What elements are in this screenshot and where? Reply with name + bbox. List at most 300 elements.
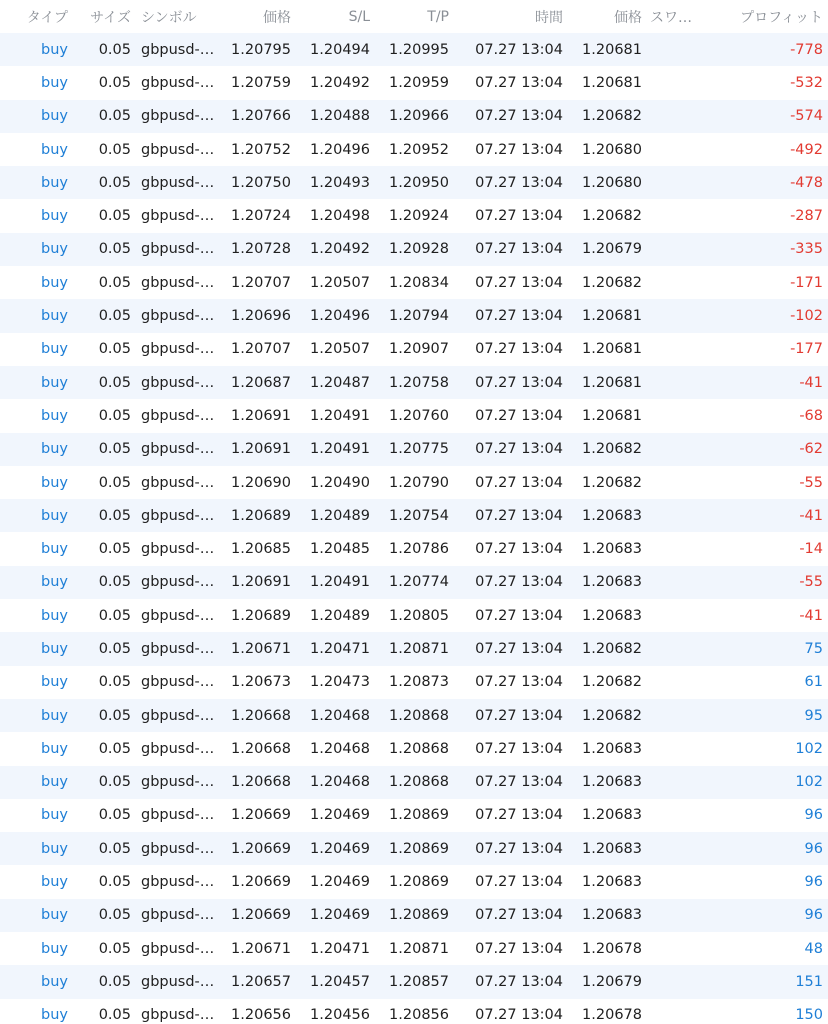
table-row[interactable] xyxy=(0,799,828,832)
table-row[interactable] xyxy=(0,66,828,99)
table-row[interactable] xyxy=(0,133,828,166)
cell-profit: -41 xyxy=(799,607,823,624)
cell-type: buy xyxy=(41,108,68,125)
table-row[interactable] xyxy=(0,632,828,665)
cell-time: 07.27 13:04 xyxy=(475,740,563,757)
cell-price: 1.20752 xyxy=(231,141,291,158)
table-row[interactable] xyxy=(0,333,828,366)
cell-time: 07.27 13:04 xyxy=(475,674,563,691)
cell-current-price: 1.20683 xyxy=(582,874,642,891)
cell-symbol: gbpusd-… xyxy=(141,574,215,591)
cell-current-price: 1.20682 xyxy=(582,441,642,458)
cell-current-price: 1.20683 xyxy=(582,807,642,824)
cell-time: 07.27 13:04 xyxy=(475,807,563,824)
cell-current-price: 1.20682 xyxy=(582,640,642,657)
cell-sl: 1.20507 xyxy=(310,341,370,358)
cell-tp: 1.20794 xyxy=(389,308,449,325)
cell-time: 07.27 13:04 xyxy=(475,41,563,58)
cell-swap xyxy=(650,33,708,66)
cell-tp: 1.20758 xyxy=(389,374,449,391)
cell-symbol: gbpusd-… xyxy=(141,674,215,691)
cell-symbol: gbpusd-… xyxy=(141,41,215,58)
table-row[interactable] xyxy=(0,466,828,499)
cell-type: buy xyxy=(41,940,68,957)
cell-symbol: gbpusd-… xyxy=(141,174,215,191)
cell-symbol: gbpusd-… xyxy=(141,541,215,558)
cell-swap xyxy=(650,666,708,699)
cell-price: 1.20685 xyxy=(231,541,291,558)
cell-symbol: gbpusd-… xyxy=(141,507,215,524)
cell-time: 07.27 13:04 xyxy=(475,940,563,957)
cell-type: buy xyxy=(41,607,68,624)
cell-symbol: gbpusd-… xyxy=(141,141,215,158)
cell-size: 0.05 xyxy=(98,407,131,424)
cell-tp: 1.20790 xyxy=(389,474,449,491)
cell-price: 1.20691 xyxy=(231,574,291,591)
cell-current-price: 1.20681 xyxy=(582,74,642,91)
table-row[interactable] xyxy=(0,832,828,865)
cell-profit: -68 xyxy=(799,407,823,424)
cell-tp: 1.20995 xyxy=(389,41,449,58)
cell-sl: 1.20471 xyxy=(310,940,370,957)
cell-type: buy xyxy=(41,541,68,558)
cell-size: 0.05 xyxy=(98,308,131,325)
table-row[interactable] xyxy=(0,166,828,199)
cell-price: 1.20669 xyxy=(231,807,291,824)
cell-size: 0.05 xyxy=(98,274,131,291)
cell-time: 07.27 13:04 xyxy=(475,407,563,424)
cell-profit: -171 xyxy=(790,274,823,291)
cell-tp: 1.20873 xyxy=(389,674,449,691)
cell-time: 07.27 13:04 xyxy=(475,441,563,458)
cell-type: buy xyxy=(41,874,68,891)
cell-profit: -478 xyxy=(790,174,823,191)
cell-price: 1.20795 xyxy=(231,41,291,58)
cell-price: 1.20759 xyxy=(231,74,291,91)
cell-profit: 96 xyxy=(804,840,823,857)
cell-profit: 102 xyxy=(795,774,823,791)
cell-current-price: 1.20683 xyxy=(582,541,642,558)
cell-current-price: 1.20681 xyxy=(582,374,642,391)
cell-sl: 1.20493 xyxy=(310,174,370,191)
cell-tp: 1.20952 xyxy=(389,141,449,158)
cell-swap xyxy=(650,899,708,932)
cell-sl: 1.20491 xyxy=(310,407,370,424)
cell-time: 07.27 13:04 xyxy=(475,640,563,657)
cell-tp: 1.20869 xyxy=(389,807,449,824)
cell-price: 1.20689 xyxy=(231,607,291,624)
cell-profit: -574 xyxy=(790,108,823,125)
cell-size: 0.05 xyxy=(98,707,131,724)
table-row[interactable] xyxy=(0,766,828,799)
cell-sl: 1.20468 xyxy=(310,707,370,724)
cell-sl: 1.20507 xyxy=(310,274,370,291)
cell-size: 0.05 xyxy=(98,840,131,857)
cell-current-price: 1.20683 xyxy=(582,574,642,591)
table-header xyxy=(0,0,828,33)
cell-sl: 1.20491 xyxy=(310,574,370,591)
cell-time: 07.27 13:04 xyxy=(475,973,563,990)
cell-profit: -287 xyxy=(790,208,823,225)
cell-size: 0.05 xyxy=(98,441,131,458)
table-row[interactable] xyxy=(0,732,828,765)
cell-swap xyxy=(650,299,708,332)
cell-size: 0.05 xyxy=(98,674,131,691)
cell-price: 1.20707 xyxy=(231,274,291,291)
cell-tp: 1.20760 xyxy=(389,407,449,424)
cell-sl: 1.20491 xyxy=(310,441,370,458)
cell-swap xyxy=(650,766,708,799)
cell-type: buy xyxy=(41,973,68,990)
cell-time: 07.27 13:04 xyxy=(475,507,563,524)
cell-tp: 1.20869 xyxy=(389,840,449,857)
cell-sl: 1.20489 xyxy=(310,607,370,624)
cell-type: buy xyxy=(41,907,68,924)
cell-time: 07.27 13:04 xyxy=(475,208,563,225)
cell-symbol: gbpusd-… xyxy=(141,707,215,724)
cell-price: 1.20668 xyxy=(231,740,291,757)
cell-type: buy xyxy=(41,308,68,325)
cell-current-price: 1.20683 xyxy=(582,774,642,791)
cell-price: 1.20657 xyxy=(231,973,291,990)
cell-symbol: gbpusd-… xyxy=(141,1007,215,1024)
cell-current-price: 1.20682 xyxy=(582,274,642,291)
cell-sl: 1.20490 xyxy=(310,474,370,491)
cell-size: 0.05 xyxy=(98,874,131,891)
cell-tp: 1.20868 xyxy=(389,740,449,757)
cell-tp: 1.20924 xyxy=(389,208,449,225)
cell-symbol: gbpusd-… xyxy=(141,308,215,325)
cell-size: 0.05 xyxy=(98,940,131,957)
cell-size: 0.05 xyxy=(98,541,131,558)
cell-symbol: gbpusd-… xyxy=(141,241,215,258)
cell-swap xyxy=(650,466,708,499)
cell-swap xyxy=(650,433,708,466)
cell-current-price: 1.20683 xyxy=(582,507,642,524)
cell-type: buy xyxy=(41,740,68,757)
header-current-price[interactable]: 価格 xyxy=(614,9,642,26)
table-row[interactable] xyxy=(0,965,828,998)
cell-swap xyxy=(650,499,708,532)
cell-type: buy xyxy=(41,640,68,657)
cell-time: 07.27 13:04 xyxy=(475,874,563,891)
cell-current-price: 1.20680 xyxy=(582,141,642,158)
cell-time: 07.27 13:04 xyxy=(475,541,563,558)
cell-time: 07.27 13:04 xyxy=(475,141,563,158)
cell-current-price: 1.20682 xyxy=(582,674,642,691)
cell-size: 0.05 xyxy=(98,474,131,491)
cell-sl: 1.20492 xyxy=(310,74,370,91)
cell-profit: -55 xyxy=(799,574,823,591)
table-row[interactable] xyxy=(0,366,828,399)
cell-symbol: gbpusd-… xyxy=(141,774,215,791)
cell-price: 1.20673 xyxy=(231,674,291,691)
cell-current-price: 1.20682 xyxy=(582,208,642,225)
cell-profit: -532 xyxy=(790,74,823,91)
cell-profit: -41 xyxy=(799,507,823,524)
cell-current-price: 1.20683 xyxy=(582,907,642,924)
cell-tp: 1.20907 xyxy=(389,341,449,358)
cell-swap xyxy=(650,799,708,832)
cell-time: 07.27 13:04 xyxy=(475,1007,563,1024)
cell-type: buy xyxy=(41,407,68,424)
cell-current-price: 1.20681 xyxy=(582,341,642,358)
header-price[interactable]: 価格 xyxy=(263,9,291,26)
cell-size: 0.05 xyxy=(98,374,131,391)
cell-current-price: 1.20679 xyxy=(582,973,642,990)
header-sl[interactable]: S/L xyxy=(348,8,370,25)
cell-symbol: gbpusd-… xyxy=(141,208,215,225)
cell-profit: -778 xyxy=(790,41,823,58)
cell-type: buy xyxy=(41,141,68,158)
cell-type: buy xyxy=(41,274,68,291)
cell-tp: 1.20774 xyxy=(389,574,449,591)
cell-price: 1.20669 xyxy=(231,840,291,857)
header-size[interactable]: サイズ xyxy=(90,9,131,26)
cell-sl: 1.20473 xyxy=(310,674,370,691)
cell-sl: 1.20468 xyxy=(310,740,370,757)
cell-symbol: gbpusd-… xyxy=(141,607,215,624)
cell-tp: 1.20869 xyxy=(389,874,449,891)
cell-time: 07.27 13:04 xyxy=(475,241,563,258)
table-row[interactable] xyxy=(0,666,828,699)
cell-profit: 102 xyxy=(795,740,823,757)
cell-sl: 1.20471 xyxy=(310,640,370,657)
cell-time: 07.27 13:04 xyxy=(475,308,563,325)
cell-tp: 1.20871 xyxy=(389,940,449,957)
cell-size: 0.05 xyxy=(98,174,131,191)
cell-swap xyxy=(650,166,708,199)
cell-current-price: 1.20678 xyxy=(582,940,642,957)
cell-tp: 1.20871 xyxy=(389,640,449,657)
table-row[interactable] xyxy=(0,399,828,432)
cell-tp: 1.20834 xyxy=(389,274,449,291)
cell-swap xyxy=(650,366,708,399)
cell-type: buy xyxy=(41,341,68,358)
cell-price: 1.20671 xyxy=(231,640,291,657)
cell-profit: -335 xyxy=(790,241,823,258)
cell-sl: 1.20485 xyxy=(310,541,370,558)
cell-size: 0.05 xyxy=(98,141,131,158)
cell-time: 07.27 13:04 xyxy=(475,840,563,857)
cell-sl: 1.20468 xyxy=(310,774,370,791)
cell-price: 1.20724 xyxy=(231,208,291,225)
table-row[interactable] xyxy=(0,299,828,332)
cell-type: buy xyxy=(41,707,68,724)
cell-symbol: gbpusd-… xyxy=(141,74,215,91)
header-swap[interactable]: スワ… xyxy=(650,9,692,26)
cell-swap xyxy=(650,832,708,865)
cell-sl: 1.20469 xyxy=(310,807,370,824)
cell-symbol: gbpusd-… xyxy=(141,407,215,424)
table-row[interactable] xyxy=(0,233,828,266)
table-row[interactable] xyxy=(0,266,828,299)
cell-type: buy xyxy=(41,241,68,258)
cell-swap xyxy=(650,599,708,632)
cell-symbol: gbpusd-… xyxy=(141,940,215,957)
cell-price: 1.20728 xyxy=(231,241,291,258)
table-row[interactable] xyxy=(0,899,828,932)
cell-profit: -102 xyxy=(790,308,823,325)
cell-profit: -55 xyxy=(799,474,823,491)
cell-profit: 150 xyxy=(795,1007,823,1024)
cell-tp: 1.20966 xyxy=(389,108,449,125)
cell-type: buy xyxy=(41,774,68,791)
cell-sl: 1.20498 xyxy=(310,208,370,225)
cell-swap xyxy=(650,865,708,898)
cell-type: buy xyxy=(41,807,68,824)
cell-profit: 48 xyxy=(804,940,823,957)
table-row[interactable] xyxy=(0,499,828,532)
cell-current-price: 1.20683 xyxy=(582,840,642,857)
header-tp[interactable]: T/P xyxy=(427,8,449,25)
table-row[interactable] xyxy=(0,599,828,632)
cell-swap xyxy=(650,233,708,266)
table-row[interactable] xyxy=(0,865,828,898)
cell-tp: 1.20868 xyxy=(389,707,449,724)
cell-symbol: gbpusd-… xyxy=(141,640,215,657)
cell-price: 1.20671 xyxy=(231,940,291,957)
cell-price: 1.20766 xyxy=(231,108,291,125)
cell-profit: -492 xyxy=(790,141,823,158)
table-body xyxy=(0,33,828,1024)
cell-size: 0.05 xyxy=(98,607,131,624)
cell-time: 07.27 13:04 xyxy=(475,774,563,791)
cell-current-price: 1.20680 xyxy=(582,174,642,191)
cell-swap xyxy=(650,199,708,232)
cell-size: 0.05 xyxy=(98,907,131,924)
cell-swap xyxy=(650,932,708,965)
cell-price: 1.20668 xyxy=(231,707,291,724)
cell-size: 0.05 xyxy=(98,108,131,125)
cell-symbol: gbpusd-… xyxy=(141,341,215,358)
cell-profit: 96 xyxy=(804,874,823,891)
cell-price: 1.20691 xyxy=(231,441,291,458)
cell-tp: 1.20959 xyxy=(389,74,449,91)
table-row[interactable] xyxy=(0,33,828,66)
cell-swap xyxy=(650,732,708,765)
cell-sl: 1.20469 xyxy=(310,907,370,924)
cell-profit: 75 xyxy=(804,640,823,657)
cell-price: 1.20690 xyxy=(231,474,291,491)
cell-size: 0.05 xyxy=(98,640,131,657)
cell-size: 0.05 xyxy=(98,241,131,258)
cell-price: 1.20696 xyxy=(231,308,291,325)
cell-current-price: 1.20679 xyxy=(582,241,642,258)
cell-swap xyxy=(650,266,708,299)
header-profit[interactable]: プロフィット xyxy=(740,9,823,26)
table-row[interactable] xyxy=(0,999,828,1024)
cell-size: 0.05 xyxy=(98,973,131,990)
cell-time: 07.27 13:04 xyxy=(475,907,563,924)
cell-type: buy xyxy=(41,574,68,591)
cell-time: 07.27 13:04 xyxy=(475,108,563,125)
cell-size: 0.05 xyxy=(98,507,131,524)
cell-sl: 1.20487 xyxy=(310,374,370,391)
cell-profit: 95 xyxy=(804,707,823,724)
cell-profit: 96 xyxy=(804,907,823,924)
cell-price: 1.20669 xyxy=(231,874,291,891)
cell-time: 07.27 13:04 xyxy=(475,574,563,591)
cell-tp: 1.20786 xyxy=(389,541,449,558)
cell-type: buy xyxy=(41,474,68,491)
cell-symbol: gbpusd-… xyxy=(141,274,215,291)
cell-tp: 1.20805 xyxy=(389,607,449,624)
cell-tp: 1.20754 xyxy=(389,507,449,524)
cell-tp: 1.20928 xyxy=(389,241,449,258)
table-row[interactable] xyxy=(0,699,828,732)
cell-tp: 1.20857 xyxy=(389,973,449,990)
cell-price: 1.20668 xyxy=(231,774,291,791)
cell-current-price: 1.20681 xyxy=(582,407,642,424)
cell-tp: 1.20868 xyxy=(389,774,449,791)
cell-sl: 1.20457 xyxy=(310,973,370,990)
cell-sl: 1.20496 xyxy=(310,141,370,158)
table-row[interactable] xyxy=(0,199,828,232)
cell-symbol: gbpusd-… xyxy=(141,474,215,491)
cell-sl: 1.20494 xyxy=(310,41,370,58)
cell-symbol: gbpusd-… xyxy=(141,740,215,757)
header-time[interactable]: 時間 xyxy=(535,9,563,26)
cell-swap xyxy=(650,532,708,565)
header-type[interactable]: タイプ xyxy=(26,9,68,26)
cell-swap xyxy=(650,133,708,166)
cell-current-price: 1.20678 xyxy=(582,1007,642,1024)
cell-price: 1.20750 xyxy=(231,174,291,191)
cell-type: buy xyxy=(41,74,68,91)
cell-current-price: 1.20681 xyxy=(582,41,642,58)
cell-sl: 1.20469 xyxy=(310,874,370,891)
table-row[interactable] xyxy=(0,532,828,565)
cell-current-price: 1.20681 xyxy=(582,308,642,325)
cell-tp: 1.20775 xyxy=(389,441,449,458)
cell-type: buy xyxy=(41,208,68,225)
cell-sl: 1.20456 xyxy=(310,1007,370,1024)
cell-type: buy xyxy=(41,374,68,391)
table-row[interactable] xyxy=(0,433,828,466)
cell-price: 1.20707 xyxy=(231,341,291,358)
cell-symbol: gbpusd-… xyxy=(141,108,215,125)
cell-tp: 1.20950 xyxy=(389,174,449,191)
table-row[interactable] xyxy=(0,566,828,599)
cell-symbol: gbpusd-… xyxy=(141,874,215,891)
cell-current-price: 1.20683 xyxy=(582,607,642,624)
table-row[interactable] xyxy=(0,100,828,133)
cell-tp: 1.20856 xyxy=(389,1007,449,1024)
cell-time: 07.27 13:04 xyxy=(475,374,563,391)
cell-type: buy xyxy=(41,174,68,191)
cell-sl: 1.20488 xyxy=(310,108,370,125)
cell-current-price: 1.20683 xyxy=(582,740,642,757)
cell-swap xyxy=(650,566,708,599)
cell-size: 0.05 xyxy=(98,1007,131,1024)
cell-price: 1.20656 xyxy=(231,1007,291,1024)
cell-sl: 1.20496 xyxy=(310,308,370,325)
cell-symbol: gbpusd-… xyxy=(141,840,215,857)
cell-symbol: gbpusd-… xyxy=(141,807,215,824)
cell-size: 0.05 xyxy=(98,807,131,824)
cell-profit: 151 xyxy=(795,973,823,990)
cell-swap xyxy=(650,333,708,366)
table-row[interactable] xyxy=(0,932,828,965)
cell-size: 0.05 xyxy=(98,574,131,591)
cell-size: 0.05 xyxy=(98,208,131,225)
cell-sl: 1.20469 xyxy=(310,840,370,857)
cell-type: buy xyxy=(41,1007,68,1024)
cell-profit: 96 xyxy=(804,807,823,824)
header-symbol[interactable]: シンボル xyxy=(141,9,197,26)
cell-symbol: gbpusd-… xyxy=(141,374,215,391)
